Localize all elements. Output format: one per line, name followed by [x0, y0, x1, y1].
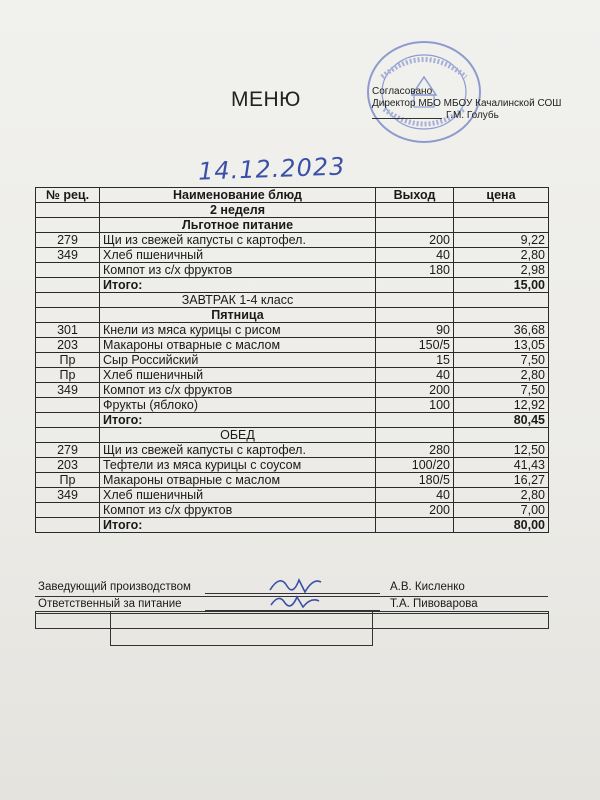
- price: 36,68: [454, 323, 549, 338]
- recipe-number: 349: [36, 488, 100, 503]
- price: 9,22: [454, 233, 549, 248]
- price: 7,00: [454, 503, 549, 518]
- total-row: [36, 278, 549, 293]
- portion: 100/20: [376, 458, 454, 473]
- recipe-number: 279: [36, 233, 100, 248]
- dish-name: Сыр Российский: [100, 353, 376, 368]
- portion: 200: [376, 503, 454, 518]
- section-preferential: Льготное питание: [100, 218, 376, 233]
- section-breakfast-row: [36, 293, 549, 308]
- section-lunch-row: [36, 428, 549, 443]
- price: 13,05: [454, 338, 549, 353]
- portion: 15: [376, 353, 454, 368]
- menu-item-row: [36, 458, 549, 473]
- dish-name: Фрукты (яблоко): [100, 398, 376, 413]
- menu-item-row: [36, 488, 549, 503]
- portion: 200: [376, 233, 454, 248]
- handwritten-date: 14.12.2023: [197, 152, 346, 186]
- dish-name: Тефтели из мяса курицы с соусом: [100, 458, 376, 473]
- recipe-number: 279: [36, 443, 100, 458]
- dish-name: Компот из с/х фруктов: [100, 263, 376, 278]
- menu-item-row: [36, 503, 549, 518]
- portion: 180/5: [376, 473, 454, 488]
- week-label-row: [36, 203, 549, 218]
- recipe-number: 349: [36, 248, 100, 263]
- dish-name: Щи из свежей капусты с картофел.: [100, 233, 376, 248]
- dish-name: Хлеб пшеничный: [100, 488, 376, 503]
- dish-name: Компот из с/х фруктов: [100, 503, 376, 518]
- dish-name: Макароны отварные с маслом: [100, 338, 376, 353]
- recipe-number: 203: [36, 458, 100, 473]
- portion: 90: [376, 323, 454, 338]
- menu-item-row: [36, 353, 549, 368]
- portion: 200: [376, 383, 454, 398]
- table-header-row: [36, 188, 549, 203]
- recipe-number: [36, 503, 100, 518]
- portion: 150/5: [376, 338, 454, 353]
- price: 2,80: [454, 488, 549, 503]
- recipe-number: [36, 398, 100, 413]
- responsible-name: Т.А. Пивоварова: [390, 598, 478, 610]
- menu-item-row: [36, 233, 549, 248]
- menu-item-row: [36, 383, 549, 398]
- responsible-role: Ответственный за питание: [38, 598, 182, 610]
- column-header-dish-name: Наименование блюд: [100, 188, 376, 203]
- recipe-number: Пр: [36, 368, 100, 383]
- approval-director-name: Г.М. Голубь: [446, 110, 499, 121]
- signatures-section: [35, 580, 548, 614]
- menu-table-body: [36, 203, 549, 533]
- menu-item-row: [36, 398, 549, 413]
- recipe-number: 349: [36, 383, 100, 398]
- dish-name: Щи из свежей капусты с картофел.: [100, 443, 376, 458]
- portion: 40: [376, 248, 454, 263]
- recipe-number: [36, 263, 100, 278]
- total-price: 80,00: [454, 518, 549, 533]
- price: 2,80: [454, 368, 549, 383]
- column-header-portion: Выход: [376, 188, 454, 203]
- portion: 180: [376, 263, 454, 278]
- total-row: [36, 518, 549, 533]
- manager-role: Заведующий производством: [38, 581, 191, 593]
- weekday-label-row: [36, 308, 549, 323]
- menu-item-row: [36, 263, 549, 278]
- dish-name: Макароны отварные с маслом: [100, 473, 376, 488]
- dish-name: Компот из с/х фруктов: [100, 383, 376, 398]
- column-header-recipe-number: № рец.: [36, 188, 100, 203]
- section-preferential-row: [36, 218, 549, 233]
- portion: 100: [376, 398, 454, 413]
- approval-director: Директор МБО МБОУ Качалинской СОШ: [372, 98, 562, 109]
- dish-name: Кнели из мяса курицы с рисом: [100, 323, 376, 338]
- menu-item-row: [36, 338, 549, 353]
- empty-rows-grid: [35, 611, 549, 646]
- section-breakfast: ЗАВТРАК 1-4 класс: [100, 293, 376, 308]
- recipe-number: 203: [36, 338, 100, 353]
- recipe-number: 301: [36, 323, 100, 338]
- approval-signature-line: [372, 110, 592, 122]
- menu-item-row: [36, 248, 549, 263]
- empty-row: [36, 612, 549, 629]
- menu-item-row: [36, 443, 549, 458]
- price: 16,27: [454, 473, 549, 488]
- total-price: 80,45: [454, 413, 549, 428]
- portion: 40: [376, 368, 454, 383]
- price: 12,92: [454, 398, 549, 413]
- section-lunch: ОБЕД: [100, 428, 376, 443]
- total-label: Итого:: [100, 278, 376, 293]
- menu-table: [35, 187, 549, 533]
- price: 2,98: [454, 263, 549, 278]
- dish-name: Хлеб пшеничный: [100, 368, 376, 383]
- total-label: Итого:: [100, 413, 376, 428]
- empty-row: [36, 629, 549, 646]
- approval-label: Согласовано: [372, 86, 433, 97]
- portion: 280: [376, 443, 454, 458]
- page-title: МЕНЮ: [231, 88, 301, 111]
- column-header-price: цена: [454, 188, 549, 203]
- price: 2,80: [454, 248, 549, 263]
- recipe-number: Пр: [36, 353, 100, 368]
- weekday-label: Пятница: [100, 308, 376, 323]
- portion: 40: [376, 488, 454, 503]
- dish-name: Хлеб пшеничный: [100, 248, 376, 263]
- menu-item-row: [36, 368, 549, 383]
- recipe-number: Пр: [36, 473, 100, 488]
- total-row: [36, 413, 549, 428]
- price: 41,43: [454, 458, 549, 473]
- approval-block: [372, 86, 592, 122]
- menu-item-row: [36, 473, 549, 488]
- total-price: 15,00: [454, 278, 549, 293]
- price: 7,50: [454, 383, 549, 398]
- menu-item-row: [36, 323, 549, 338]
- price: 7,50: [454, 353, 549, 368]
- price: 12,50: [454, 443, 549, 458]
- manager-name: А.В. Кисленко: [390, 581, 465, 593]
- total-label: Итого:: [100, 518, 376, 533]
- week-label: 2 неделя: [100, 203, 376, 218]
